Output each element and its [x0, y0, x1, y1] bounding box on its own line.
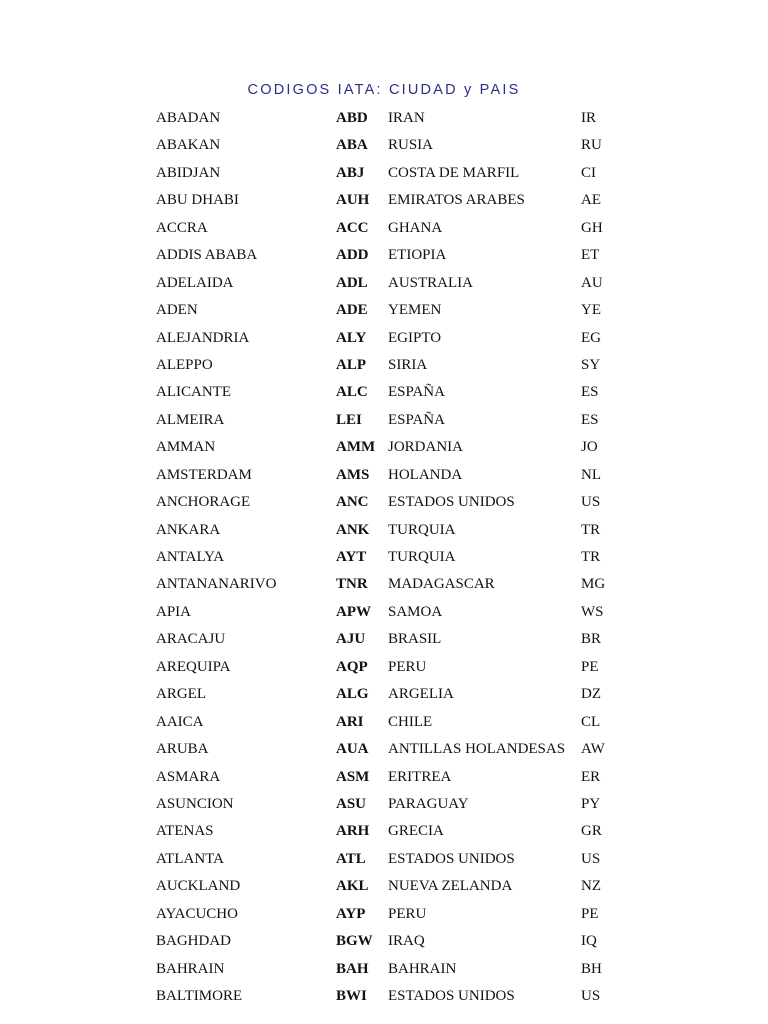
country-cell: BRASIL [388, 631, 442, 648]
country-code-cell: US [581, 850, 601, 867]
country-cell: ARGELIA [388, 686, 454, 703]
city-cell: ATENAS [156, 823, 214, 840]
country-cell: BAHRAIN [388, 960, 457, 977]
iata-code-cell: ARH [336, 823, 370, 840]
country-cell: TURQUIA [388, 549, 456, 565]
city-cell: ALICANTE [156, 384, 231, 401]
iata-code-cell: BAH [336, 960, 369, 977]
country-cell: JORDANIA [388, 439, 463, 456]
table-row [156, 245, 626, 272]
city-cell: ADEN [156, 302, 198, 319]
table-row [156, 794, 626, 821]
country-code-cell: PY [581, 795, 601, 812]
city-cell: AUCKLAND [156, 878, 241, 895]
iata-code-cell: ADE [336, 302, 368, 319]
city-cell: ALEJANDRIA [156, 329, 250, 346]
country-cell: HOLANDA [388, 466, 463, 483]
country-cell: YEMEN [388, 302, 442, 319]
city-cell: AMMAN [156, 439, 216, 456]
country-code-cell: GH [581, 219, 603, 236]
iata-code-cell: ABJ [336, 164, 365, 181]
city-cell: ANKARA [156, 521, 221, 538]
country-cell: PERU [388, 658, 427, 675]
city-cell: AAICA [156, 713, 204, 730]
iata-code-cell: ALG [336, 686, 369, 703]
city-cell: AREQUIPA [156, 658, 231, 675]
table-row [156, 355, 626, 382]
table-row [156, 218, 626, 245]
city-cell: ASUNCION [156, 795, 234, 812]
iata-code-cell: ALY [336, 329, 367, 346]
country-code-cell: ER [581, 768, 601, 785]
iata-code-cell: TNR [336, 576, 368, 593]
iata-code-cell: AUA [336, 741, 369, 758]
country-code-cell: SY [581, 356, 601, 373]
country-cell: GHANA [388, 219, 443, 236]
city-cell: AMSTERDAM [156, 466, 252, 483]
city-cell: ACCRA [156, 219, 208, 236]
country-cell: PARAGUAY [388, 795, 469, 812]
country-cell: MADAGASCAR [388, 576, 495, 593]
table-row [156, 108, 626, 135]
table-row [156, 657, 626, 684]
iata-code-cell: ASU [336, 795, 367, 812]
country-code-cell: DZ [581, 686, 601, 703]
table-row [156, 465, 626, 492]
table-row [156, 492, 626, 519]
country-cell: EGIPTO [388, 329, 442, 346]
iata-code-cell: BWI [336, 988, 367, 1004]
country-code-cell: MG [581, 576, 606, 593]
city-cell: AYACUCHO [156, 905, 238, 922]
table-row [156, 163, 626, 190]
country-code-cell: CI [581, 164, 596, 181]
city-cell: ARACAJU [156, 631, 226, 648]
country-cell: NUEVA ZELANDA [388, 878, 513, 895]
country-cell: ANTILLAS HOLANDESAS [388, 741, 566, 758]
city-cell: ARUBA [156, 741, 209, 758]
iata-code-cell: AQP [336, 658, 368, 675]
country-cell: IRAN [388, 110, 425, 126]
country-code-cell: TR [581, 521, 601, 538]
table-row [156, 739, 626, 766]
table-row [156, 821, 626, 848]
city-cell: ARGEL [156, 686, 206, 703]
table-row [156, 986, 626, 1013]
table-row [156, 300, 626, 327]
iata-code-cell: AJU [336, 631, 366, 648]
iata-code-cell: ASM [336, 768, 370, 785]
country-code-cell: BR [581, 631, 602, 648]
city-cell: ALMEIRA [156, 411, 225, 428]
country-code-cell: IR [581, 110, 596, 126]
iata-code-cell: ANK [336, 521, 370, 538]
city-cell: ABADAN [156, 110, 221, 126]
country-cell: PERU [388, 905, 427, 922]
country-code-cell: ET [581, 247, 600, 264]
table-row [156, 328, 626, 355]
city-cell: ANTANANARIVO [156, 576, 277, 593]
country-cell: ESTADOS UNIDOS [388, 850, 515, 867]
table-row [156, 273, 626, 300]
table-row [156, 547, 626, 574]
city-cell: ASMARA [156, 768, 221, 785]
country-code-cell: PE [581, 905, 599, 922]
iata-code-cell: BGW [336, 933, 373, 950]
city-cell: ANCHORAGE [156, 494, 251, 511]
country-code-cell: NL [581, 466, 601, 483]
country-code-cell: CL [581, 713, 601, 730]
country-code-cell: RU [581, 137, 602, 154]
country-code-cell: US [581, 988, 601, 1004]
city-cell: ABIDJAN [156, 164, 221, 181]
country-cell: ETIOPIA [388, 247, 447, 264]
iata-code-cell: ACC [336, 219, 369, 236]
country-cell: CHILE [388, 713, 433, 730]
table-row [156, 712, 626, 739]
table-row [156, 876, 626, 903]
table-row [156, 931, 626, 958]
iata-code-cell: ABA [336, 137, 368, 154]
country-code-cell: JO [581, 439, 598, 456]
city-cell: ABU DHABI [156, 192, 239, 209]
iata-code-cell: ABD [336, 110, 368, 126]
country-code-cell: TR [581, 549, 601, 565]
country-cell: RUSIA [388, 137, 434, 154]
country-code-cell: ES [581, 411, 599, 428]
iata-code-cell: AYT [336, 549, 367, 565]
country-cell: AUSTRALIA [388, 274, 473, 291]
iata-code-cell: AKL [336, 878, 369, 895]
city-cell: BALTIMORE [156, 988, 243, 1004]
country-cell: ERITREA [388, 768, 452, 785]
table-row [156, 437, 626, 464]
iata-code-cell: ALP [336, 356, 366, 373]
country-code-cell: ES [581, 384, 599, 401]
country-cell: TURQUIA [388, 521, 456, 538]
iata-code-cell: ANC [336, 494, 369, 511]
city-cell: APIA [156, 603, 192, 620]
city-cell: ADELAIDA [156, 274, 234, 291]
country-cell: IRAQ [388, 933, 425, 950]
iata-table [156, 108, 626, 1013]
city-cell: BAGHDAD [156, 933, 231, 950]
iata-code-cell: AMM [336, 439, 376, 456]
table-row [156, 904, 626, 931]
table-row [156, 135, 626, 162]
country-code-cell: YE [581, 302, 601, 319]
table-row [156, 382, 626, 409]
iata-code-cell: AMS [336, 466, 370, 483]
table-row [156, 767, 626, 794]
page-title: CODIGOS IATA: CIUDAD y PAIS [247, 82, 521, 98]
table-row [156, 602, 626, 629]
country-cell: ESPAÑA [388, 411, 445, 428]
iata-code-cell: ARI [336, 713, 364, 730]
iata-code-cell: AYP [336, 905, 366, 922]
iata-code-cell: ADL [336, 274, 368, 291]
city-cell: ABAKAN [156, 137, 221, 154]
iata-code-cell: AUH [336, 192, 370, 209]
iata-code-cell: LEI [336, 411, 362, 428]
table-row [156, 574, 626, 601]
iata-code-cell: ADD [336, 247, 369, 264]
country-cell: ESTADOS UNIDOS [388, 988, 515, 1004]
country-code-cell: AW [581, 741, 605, 758]
country-code-cell: WS [581, 603, 604, 620]
country-code-cell: AU [581, 274, 603, 291]
city-cell: ADDIS ABABA [156, 247, 258, 264]
city-cell: ANTALYA [156, 549, 225, 565]
city-cell: ALEPPO [156, 356, 213, 373]
country-cell: ESTADOS UNIDOS [388, 494, 515, 511]
table-row [156, 849, 626, 876]
table-row [156, 190, 626, 217]
table-row [156, 959, 626, 986]
country-cell: COSTA DE MARFIL [388, 164, 520, 181]
country-cell: ESPAÑA [388, 384, 445, 401]
country-code-cell: PE [581, 658, 599, 675]
table-row [156, 684, 626, 711]
country-code-cell: US [581, 494, 601, 511]
table-row [156, 629, 626, 656]
country-code-cell: IQ [581, 933, 597, 950]
iata-code-cell: ALC [336, 384, 368, 401]
city-cell: ATLANTA [156, 850, 224, 867]
iata-code-cell: ATL [336, 850, 366, 867]
country-cell: GRECIA [388, 823, 444, 840]
country-cell: EMIRATOS ARABES [388, 192, 525, 209]
iata-code-cell: APW [336, 603, 371, 620]
country-code-cell: NZ [581, 878, 601, 895]
country-code-cell: EG [581, 329, 601, 346]
country-cell: SIRIA [388, 356, 428, 373]
table-row [156, 410, 626, 437]
country-code-cell: AE [581, 192, 601, 209]
city-cell: BAHRAIN [156, 960, 225, 977]
table-row [156, 520, 626, 547]
country-code-cell: GR [581, 823, 602, 840]
country-cell: SAMOA [388, 603, 443, 620]
country-code-cell: BH [581, 960, 602, 977]
